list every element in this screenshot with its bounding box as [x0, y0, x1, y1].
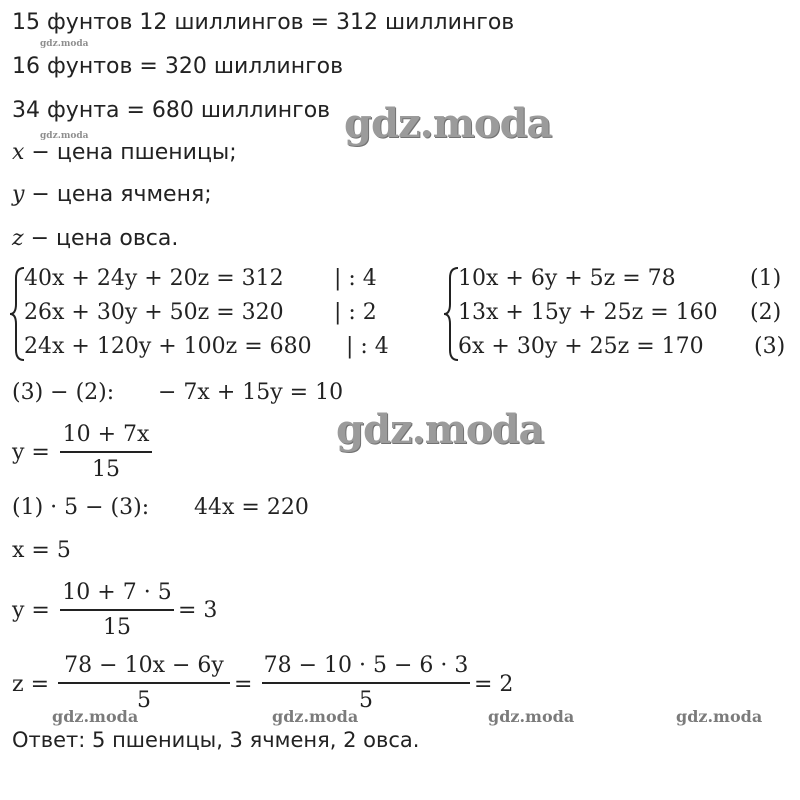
- y-fraction-numerator: 10 + 7x: [62, 422, 150, 447]
- answer-line: Ответ: 5 пшеницы, 3 ячменя, 2 овса.: [12, 728, 420, 752]
- z-value-result: = 2: [474, 672, 514, 697]
- z-fraction-1-numerator: 78 − 10x − 6y: [64, 653, 224, 678]
- step-subtract-result: − 7x + 15y = 10: [158, 380, 344, 405]
- eq-label-2: (2): [750, 300, 782, 325]
- divisor-2: | : 2: [334, 300, 377, 325]
- watermark-large-2: gdz.moda: [336, 406, 544, 453]
- y-value-result: = 3: [178, 598, 218, 623]
- z-fraction-1-denominator: 5: [137, 687, 151, 713]
- left-system-eq-3: 24x + 120y + 100z = 680: [24, 334, 312, 359]
- step-combine-label: (1) · 5 − (3):: [12, 495, 150, 520]
- y-fraction-denominator: 15: [92, 456, 120, 482]
- watermark-small-2: gdz.moda: [40, 131, 89, 141]
- right-system-eq-1: 10x + 6y + 5z = 78: [458, 266, 676, 291]
- eq-label-3: (3): [754, 334, 786, 359]
- var-x-definition: [12, 142, 237, 164]
- pounds-line-3: 34 фунта = 680 шиллингов: [12, 98, 331, 123]
- right-system-eq-3: 6x + 30y + 25z = 170: [458, 334, 704, 359]
- z-equals: =: [234, 672, 253, 697]
- watermark-bottom-3: gdz.moda: [488, 707, 575, 726]
- z-fraction-2-denominator: 5: [359, 687, 373, 713]
- left-system-eq-1: 40x + 24y + 20z = 312: [24, 266, 284, 291]
- var-y: y: [12, 182, 25, 207]
- left-system-eq-2: 26x + 30y + 50z = 320: [24, 300, 284, 325]
- watermark-bottom-1: gdz.moda: [52, 707, 139, 726]
- divisor-1: | : 4: [334, 266, 377, 291]
- step-subtract-label: (3) − (2):: [12, 380, 115, 405]
- x-value: x = 5: [12, 538, 71, 563]
- var-x: x: [12, 140, 25, 165]
- var-z: z: [12, 226, 24, 251]
- pounds-line-2: 16 фунтов = 320 шиллингов: [12, 54, 344, 79]
- y-value-lhs: y =: [12, 598, 50, 623]
- y-expression-lhs: y =: [12, 440, 50, 465]
- z-value-lhs: z =: [12, 672, 50, 697]
- y-expression-fraction: [60, 424, 152, 481]
- var-y-desc: − цена ячменя;: [24, 182, 212, 207]
- fraction-bar: [60, 451, 152, 453]
- divisor-3: | : 4: [346, 334, 389, 359]
- watermark-bottom-2: gdz.moda: [272, 707, 359, 726]
- y-value-fraction: [60, 582, 174, 639]
- pounds-line-1: 15 фунтов 12 шиллингов = 312 шиллингов: [12, 10, 515, 35]
- fraction-bar: [60, 609, 174, 611]
- z-fraction-2-numerator: 78 − 10 · 5 − 6 · 3: [263, 653, 469, 678]
- y-value-denominator: 15: [103, 614, 131, 640]
- var-z-desc: − цена овса.: [23, 226, 179, 251]
- step-combine-result: 44x = 220: [194, 495, 309, 520]
- watermark-bottom-4: gdz.moda: [676, 707, 763, 726]
- watermark-small-1: gdz.moda: [40, 39, 89, 49]
- var-x-desc: − цена пшеницы;: [24, 140, 237, 165]
- z-value-fraction-2: [262, 655, 470, 712]
- z-value-fraction-1: [58, 655, 230, 712]
- var-y-definition: [12, 184, 212, 206]
- var-z-definition: [12, 228, 178, 250]
- fraction-bar: [58, 682, 230, 684]
- y-value-numerator: 10 + 7 · 5: [62, 580, 172, 605]
- watermark-large-1: gdz.moda: [344, 100, 552, 147]
- fraction-bar: [262, 682, 470, 684]
- eq-label-1: (1): [750, 266, 782, 291]
- right-system-eq-2: 13x + 15y + 25z = 160: [458, 300, 718, 325]
